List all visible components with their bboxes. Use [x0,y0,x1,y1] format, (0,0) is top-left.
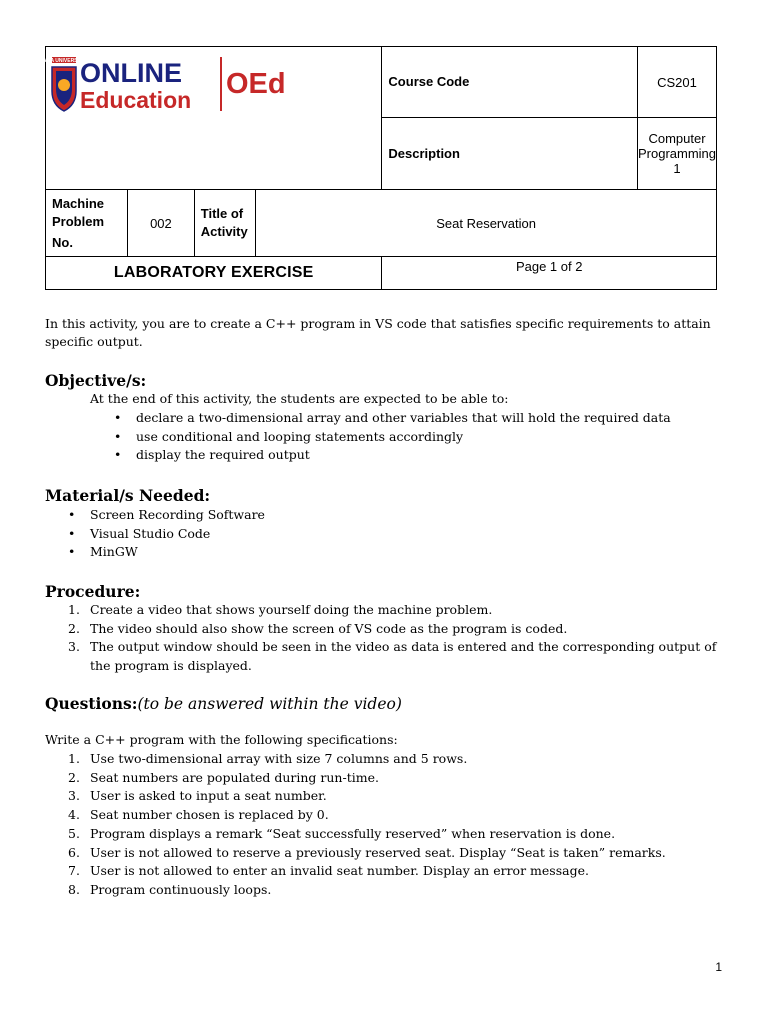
list-item: • Visual Studio Code [68,525,211,541]
questions-heading: Questions:(to be answered within the video) [45,694,402,713]
description-value: Computer Programming 1 [637,118,716,190]
materials-list [68,506,265,562]
questions-list [68,750,720,900]
intro-paragraph: In this activity, you are to create a C++ program in VS code that satisfies specific requirements to attain specific output. [45,316,711,349]
activity-title: Seat Reservation [256,190,717,257]
logo-university-text: AMA UNIVERSITY [42,58,86,64]
logo-oed-text: OEd [226,68,286,100]
header-table [42,46,717,290]
machine-problem-number: 002 [128,190,195,257]
questions-note: (to be answered within the video) [137,695,402,713]
list-item: • display the required output [114,447,310,463]
list-item: 4. Seat number chosen is replaced by 0. [68,807,329,823]
online-education-logo [42,55,300,115]
mp-label-line-3: No. [52,234,73,250]
objectives-heading: Objective/s: [45,371,147,390]
mp-label-line-2: Problem [52,213,105,229]
objectives-lead: At the end of this activity, the students are expected to be able to: [90,391,509,406]
list-item: 3. The output window should be seen in the video as data is entered and the corresponding output of the program is displayed. [68,639,717,674]
procedure-list [68,601,720,676]
questions-lead: Write a C++ program with the following specifications: [45,732,398,747]
list-item: 8. Program continuously loops. [68,881,272,897]
list-item: • use conditional and looping statements accordingly [114,428,464,444]
logo-cell [42,47,382,190]
page-number: 1 [715,960,722,974]
description-label: Description [382,118,638,190]
laboratory-exercise-title: LABORATORY EXERCISE [46,257,382,290]
procedure-heading: Procedure: [45,582,141,601]
materials-heading: Material/s Needed: [45,486,211,505]
course-code-value: CS201 [637,47,716,118]
list-item: • Screen Recording Software [68,507,265,522]
mp-label-line-1: Machine [52,195,105,211]
list-item: 2. Seat numbers are populated during run-time. [68,769,379,785]
title-label-line-2: Activity [200,224,248,239]
page-indicator: Page 1 of 2 [382,257,717,290]
logo-online-text: ONLINE [80,58,183,88]
list-item: 1. Use two-dimensional array with size 7 columns and 5 rows. [68,751,468,766]
list-item: 6. User is not allowed to reserve a previously reserved seat. Display “Seat is taken” remarks. [68,844,666,860]
objectives-list [114,409,726,465]
list-item: • declare a two-dimensional array and other variables that will hold the required data [114,410,671,425]
list-item: 5. Program displays a remark “Seat successfully reserved” when reservation is done. [68,825,616,841]
machine-problem-label [46,190,128,257]
title-label [194,190,255,257]
title-label-line-1: Title of [200,206,244,221]
list-item: 7. User is not allowed to enter an invalid seat number. Display an error message. [68,863,589,879]
list-item: 2. The video should also show the screen of VS code as the program is coded. [68,620,568,636]
course-code-label: Course Code [382,47,638,118]
logo-education-text: Education [80,87,192,113]
list-item: 1. Create a video that shows yourself doing the machine problem. [68,602,493,617]
list-item: 3. User is asked to input a seat number. [68,788,327,804]
list-item: • MinGW [68,544,138,560]
